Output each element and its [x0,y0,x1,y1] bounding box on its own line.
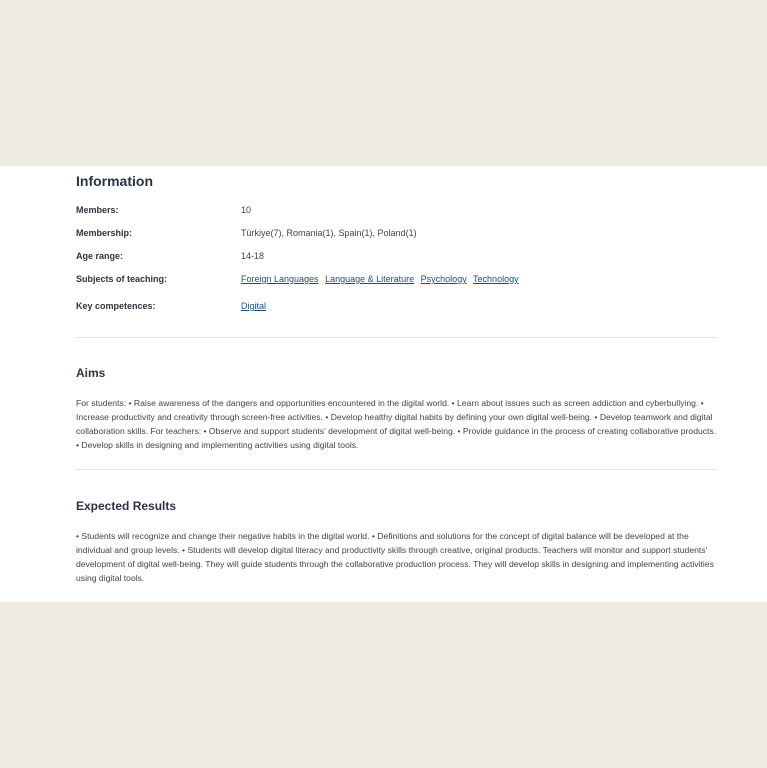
subjects-label: Subjects of teaching: [76,274,168,284]
aims-heading: Aims [76,366,106,380]
information-heading: Information [76,173,153,189]
members-row [76,205,718,228]
membership-label: Membership: [76,228,133,238]
subject-link-technology[interactable]: Technology [473,274,519,284]
subjects-row [76,274,718,301]
subjects-links [241,274,523,284]
content-panel [0,166,767,602]
membership-row [76,228,718,251]
expected-results-text: • Students will recognize and change their negative habits in the digital world. • Definitions and solutions for the concept of digital balance will be developed at the individual and group levels. • Students will develop digital literacy and productivity skills through creative, original products. Teachers will monitor and support students' development of digital well-being. They will guide students through the collaborative production process. They will develop skills in designing and implementing activities using digital tools. [76,531,714,583]
competence-link-digital[interactable]: Digital [241,301,267,311]
competences-label: Key competences: [76,301,156,311]
aims-text: For students: • Raise awareness of the dangers and opportunities encountered in the digital world. • Learn about issues such as screen addiction and cyberbullying. • Increase productivity and creativity through screen-free activities. • Develop healthy digital habits by defining your own digital well-being. • Develop teamwork and digital collaboration skills. For teachers: • Observe and support students' development of digital well-being. • Provide guidance in the process of creating collaborative products. • Develop skills in designing and implementing activities using digital tools. [76,398,717,450]
divider [76,469,718,470]
age-range-value: 14-18 [241,251,265,261]
subject-link-foreign-languages[interactable]: Foreign Languages [241,274,319,284]
competences-links [241,301,270,311]
membership-value: Türkiye(7), Romania(1), Spain(1), Poland(1) [241,228,417,238]
members-label: Members: [76,205,119,215]
members-value: 10 [241,205,252,215]
competences-row [76,301,718,324]
subject-link-language-literature[interactable]: Language & Literature [325,274,415,284]
information-table [76,205,718,324]
divider [76,337,718,338]
age-range-label: Age range: [76,251,124,261]
subject-link-psychology[interactable]: Psychology [420,274,467,284]
age-range-row [76,251,718,274]
expected-results-heading: Expected Results [76,499,177,513]
